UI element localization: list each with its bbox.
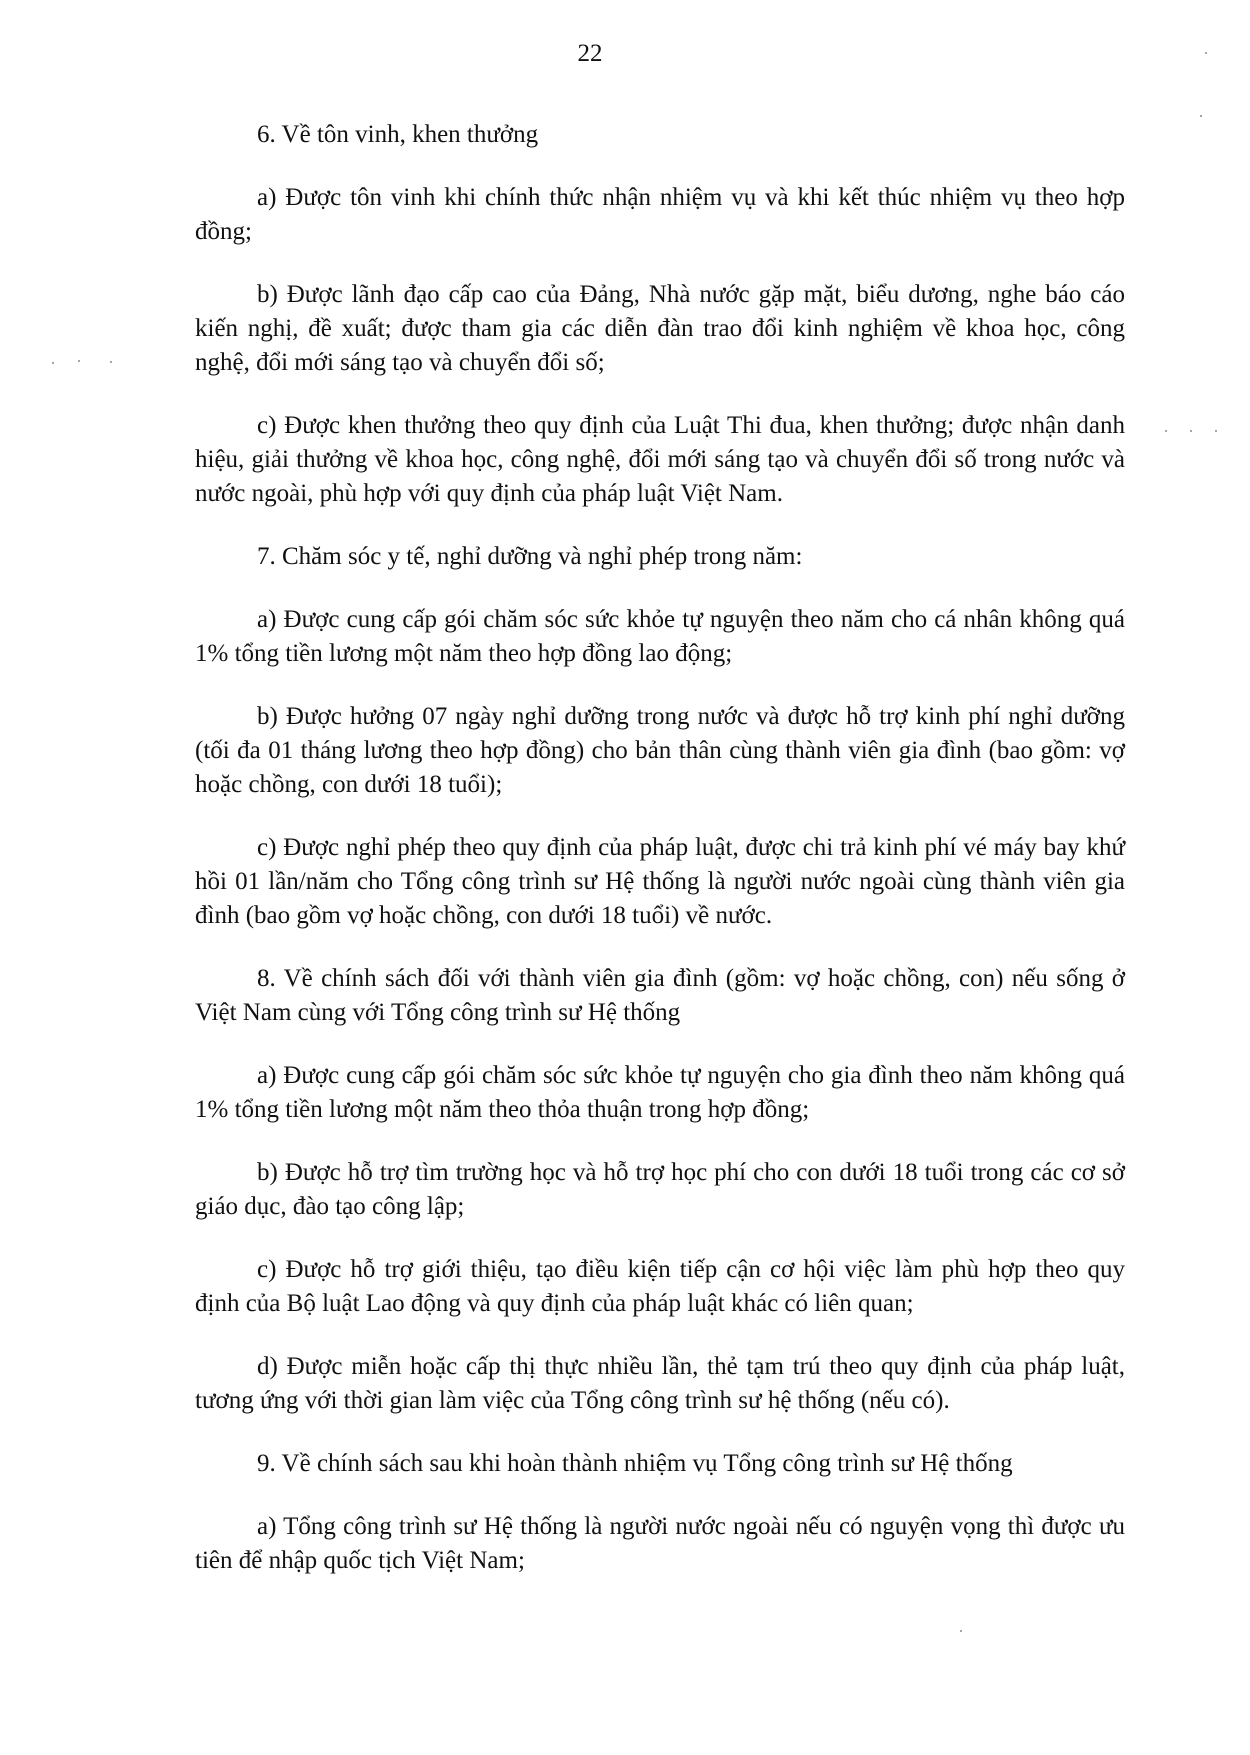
section-7-item-b: b) Được hưởng 07 ngày nghỉ dưỡng trong nước và được hỗ trợ kinh phí nghỉ dưỡng (tối đa 01 tháng lương theo hợp đồng) cho bản thân cùng thành viên gia đình (bao gồm: vợ hoặc chồng, con dưới 18 tuổi); <box>195 703 1125 798</box>
section-8-item-a: a) Được cung cấp gói chăm sóc sức khỏe tự nguyện cho gia đình theo năm không quá 1% tổng tiền lương một năm theo thỏa thuận trong hợp đồng; <box>195 1062 1125 1123</box>
section-7-item-a: a) Được cung cấp gói chăm sóc sức khỏe tự nguyện theo năm cho cá nhân không quá 1% tổng tiền lương một năm theo hợp đồng lao động; <box>195 606 1125 667</box>
scan-speck <box>1165 430 1167 432</box>
section-6-item-a: a) Được tôn vinh khi chính thức nhận nhiệm vụ và khi kết thúc nhiệm vụ theo hợp đồng; <box>195 184 1125 245</box>
section-8-item-c: c) Được hỗ trợ giới thiệu, tạo điều kiện tiếp cận cơ hội việc làm phù hợp theo quy định của Bộ luật Lao động và quy định của pháp luật khác có liên quan; <box>195 1256 1125 1317</box>
scan-speck <box>1190 430 1192 432</box>
section-9-heading: 9. Về chính sách sau khi hoàn thành nhiệm vụ Tổng công trình sư Hệ thống <box>257 1450 1013 1477</box>
scan-speck <box>960 1630 962 1632</box>
section-6-item-b: b) Được lãnh đạo cấp cao của Đảng, Nhà nước gặp mặt, biểu dương, nghe báo cáo kiến nghị, đề xuất; được tham gia các diễn đàn trao đổi kinh nghiệm về khoa học, công nghệ, đổi mới sáng tạo và chuyển đổi số; <box>195 281 1125 376</box>
section-8-heading: 8. Về chính sách đối với thành viên gia đình (gồm: vợ hoặc chồng, con) nếu sống ở Việt Nam cùng với Tổng công trình sư Hệ thống <box>195 965 1125 1026</box>
scan-speck <box>1215 430 1217 432</box>
scan-speck <box>110 361 112 363</box>
section-6-item-c: c) Được khen thưởng theo quy định của Luật Thi đua, khen thưởng; được nhận danh hiệu, giải thưởng về khoa học, công nghệ, đổi mới sáng tạo và chuyển đổi số trong nước và nước ngoài, phù hợp với quy định của pháp luật Việt Nam. <box>195 412 1125 507</box>
section-6-heading: 6. Về tôn vinh, khen thưởng <box>257 121 539 148</box>
scan-speck <box>1205 52 1207 54</box>
scan-speck <box>78 360 80 362</box>
section-7-item-c: c) Được nghỉ phép theo quy định của pháp luật, được chi trả kinh phí vé máy bay khứ hồi 01 lần/năm cho Tổng công trình sư Hệ thống là người nước ngoài cùng thành viên gia đình (bao gồm vợ hoặc chồng, con dưới 18 tuổi) về nước. <box>195 834 1125 929</box>
section-8-item-b: b) Được hỗ trợ tìm trường học và hỗ trợ học phí cho con dưới 18 tuổi trong các cơ sở giáo dục, đào tạo công lập; <box>195 1159 1125 1220</box>
document-body <box>195 118 1125 1607</box>
page-number: 22 <box>577 40 603 67</box>
section-8-item-d: d) Được miễn hoặc cấp thị thực nhiều lần, thẻ tạm trú theo quy định của pháp luật, tương ứng với thời gian làm việc của Tổng công trình sư hệ thống (nếu có). <box>195 1353 1125 1414</box>
section-7-heading: 7. Chăm sóc y tế, nghỉ dưỡng và nghỉ phép trong năm: <box>257 543 803 570</box>
section-9-item-a: a) Tổng công trình sư Hệ thống là người nước ngoài nếu có nguyện vọng thì được ưu tiên để nhập quốc tịch Việt Nam; <box>195 1513 1125 1574</box>
scan-speck <box>1200 115 1202 117</box>
scan-speck <box>52 362 54 364</box>
